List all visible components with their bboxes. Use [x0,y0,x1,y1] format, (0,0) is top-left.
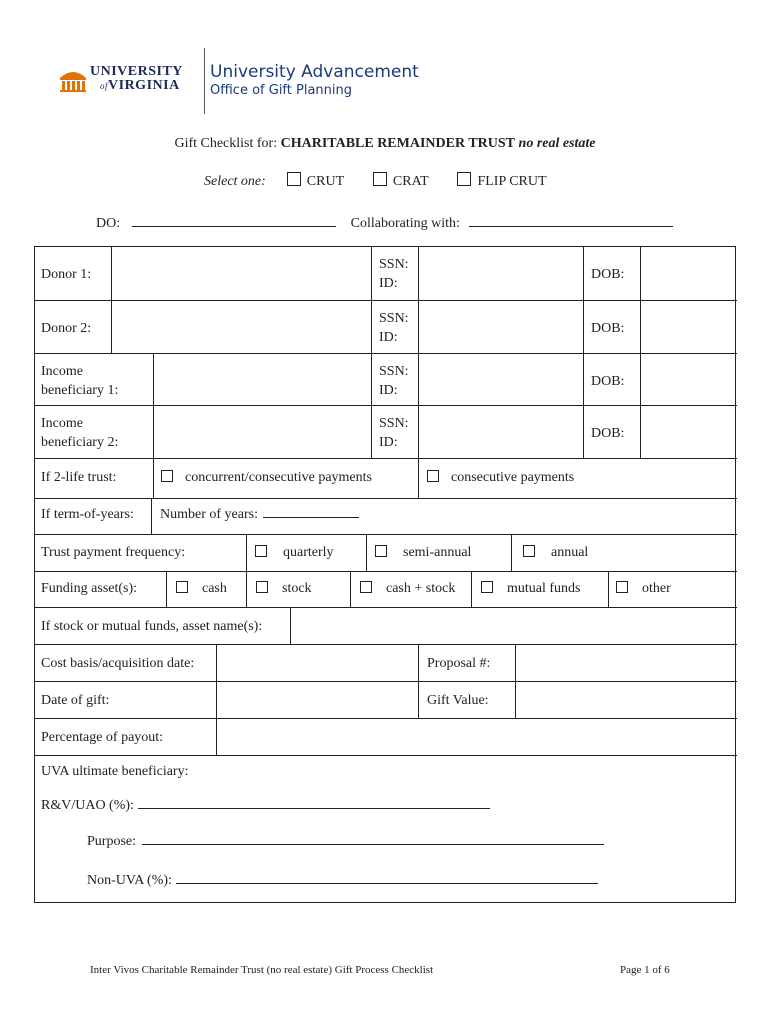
two-life-option-concurrent[interactable] [161,468,372,487]
rv-uao-field[interactable] [138,796,490,809]
donor2-ssn-field[interactable] [419,301,582,353]
date-of-gift-label: Date of gift: [41,693,110,708]
proposal-field[interactable] [516,645,735,681]
consecutive-checkbox[interactable] [427,470,439,482]
title-suffix: no real estate [518,136,596,151]
gift-value-field[interactable] [516,682,735,718]
logo-virginia-text [100,78,180,94]
funding-label: Funding asset(s): [41,581,138,596]
other-checkbox[interactable] [616,581,628,593]
frequency-label: Trust payment frequency: [41,545,186,560]
cash-checkbox[interactable] [176,581,188,593]
number-of-years-label: Number of years: [160,507,258,522]
funding-other[interactable] [616,579,671,598]
number-of-years-field[interactable] [263,505,359,518]
non-uva-label: Non-UVA (%): [87,873,172,888]
income1-dob-field[interactable] [641,354,735,405]
two-life-label: If 2-life trust: [41,470,117,485]
donor2-ssn-label: SSN: [379,311,409,326]
donor1-name-field[interactable] [112,248,370,300]
freq-semi-annual[interactable] [375,543,471,562]
mutual-funds-label: mutual funds [507,581,581,596]
non-uva-field[interactable] [176,871,598,884]
donor2-id-label: ID: [379,330,398,345]
flip-crut-label: FLIP CRUT [477,174,547,189]
income1-label-line1: Income [41,364,83,379]
cash-stock-label: cash + stock [386,581,456,596]
header-divider [204,48,205,114]
purpose-row [87,832,604,851]
crat-label: CRAT [392,174,429,189]
crut-checkbox[interactable] [287,172,301,186]
donor2-dob-label: DOB: [591,321,625,336]
income2-dob-field[interactable] [641,406,735,458]
rotunda-icon [58,66,88,92]
quarterly-checkbox[interactable] [255,545,267,557]
concurrent-label: concurrent/consecutive payments [185,470,372,485]
payout-field[interactable] [217,719,735,755]
crat-checkbox[interactable] [373,172,387,186]
funding-stock[interactable] [256,579,312,598]
cost-basis-field[interactable] [217,645,417,681]
proposal-label: Proposal #: [427,656,491,671]
flip-crut-checkbox[interactable] [457,172,471,186]
income2-label-line1: Income [41,416,83,431]
donor1-label: Donor 1: [41,267,92,282]
cash-label: cash [202,581,227,596]
donor2-dob-field[interactable] [641,301,735,353]
crut-label: CRUT [306,174,344,189]
annual-checkbox[interactable] [523,545,535,557]
semi-annual-checkbox[interactable] [375,545,387,557]
income1-id-label: ID: [379,383,398,398]
stock-label: stock [282,581,312,596]
date-of-gift-field[interactable] [217,682,417,718]
funding-mutual-funds[interactable] [481,579,581,598]
purpose-field[interactable] [142,832,604,845]
office-subtitle: Office of Gift Planning [210,83,353,98]
title-prefix: Gift Checklist for: [174,136,278,151]
income2-dob-label: DOB: [591,426,625,441]
two-life-option-consecutive[interactable] [427,468,574,487]
do-row [96,214,673,232]
uva-beneficiary-label: UVA ultimate beneficiary: [41,764,189,779]
income2-ssn-field[interactable] [419,406,582,458]
funding-cash-stock[interactable] [360,579,455,598]
income2-id-label: ID: [379,435,398,450]
footer-document-title: Inter Vivos Charitable Remainder Trust (no real estate) Gift Process Checklist [90,964,434,976]
freq-annual[interactable] [523,543,588,562]
income1-ssn-label: SSN: [379,364,409,379]
number-of-years [160,505,359,524]
collaborating-label: Collaborating with: [350,216,460,231]
select-one-row [204,172,547,190]
cash-stock-checkbox[interactable] [360,581,372,593]
uva-logo [58,64,198,98]
donor1-dob-field[interactable] [641,248,735,300]
donor1-ssn-field[interactable] [419,248,582,300]
donor1-id-label: ID: [379,276,398,291]
concurrent-checkbox[interactable] [161,470,173,482]
semi-annual-label: semi-annual [403,545,472,560]
logo-of-text: of [100,81,109,91]
gift-value-label: Gift Value: [427,693,489,708]
consecutive-label: consecutive payments [451,470,575,485]
stock-checkbox[interactable] [256,581,268,593]
donor1-dob-label: DOB: [591,267,625,282]
logo-virginia-word: VIRGINIA [108,78,180,93]
income2-label-line2: beneficiary 2: [41,435,119,450]
department-title: University Advancement [210,62,419,82]
do-label: DO: [96,216,121,231]
rv-uao-row [41,796,490,815]
donor1-ssn-label: SSN: [379,257,409,272]
income1-ssn-field[interactable] [419,354,582,405]
term-of-years-label: If term-of-years: [41,507,134,522]
gift-checklist-form [34,246,736,903]
income1-name-field[interactable] [154,354,370,405]
cost-basis-label: Cost basis/acquisition date: [41,656,195,671]
select-one-label: Select one: [204,174,266,189]
logo-university-text: UNIVERSITY [90,64,183,79]
purpose-label: Purpose: [87,834,136,849]
income1-label-line2: beneficiary 1: [41,383,119,398]
donor2-name-field[interactable] [112,301,370,353]
income2-name-field[interactable] [154,406,370,458]
other-label: other [642,581,671,596]
mutual-funds-checkbox[interactable] [481,581,493,593]
funding-cash[interactable] [176,579,227,598]
non-uva-row [87,871,598,890]
title-main: CHARITABLE REMAINDER TRUST [280,136,516,151]
freq-quarterly[interactable] [255,543,334,562]
donor2-label: Donor 2: [41,321,92,336]
income1-dob-label: DOB: [591,374,625,389]
asset-name-field[interactable] [291,608,735,644]
annual-label: annual [551,545,589,560]
footer-page-number: Page 1 of 6 [620,964,670,976]
income2-ssn-label: SSN: [379,416,409,431]
asset-name-label: If stock or mutual funds, asset name(s): [41,619,263,634]
payout-label: Percentage of payout: [41,730,164,745]
document-title [0,136,770,152]
do-field[interactable] [132,214,336,227]
rv-uao-label: R&V/UAO (%): [41,798,134,813]
collaborating-field[interactable] [469,214,673,227]
quarterly-label: quarterly [283,545,334,560]
